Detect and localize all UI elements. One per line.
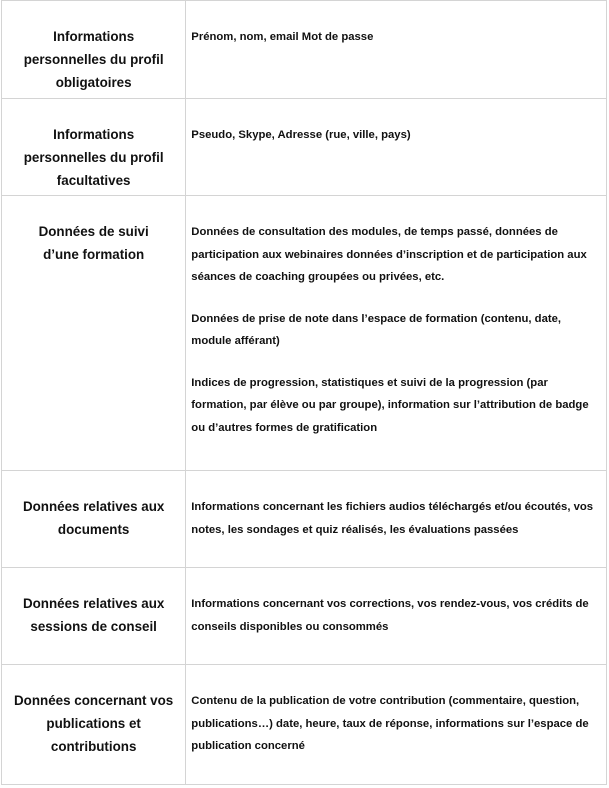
category-label: Informations personnelles du profil obligatoires: [23, 29, 164, 90]
description-text: Contenu de la publication de votre contribution (commentaire, question, publications…) date, heure, taux de réponse, informations sur l’espace de publication concerné: [191, 695, 589, 752]
category-cell: [2, 568, 186, 665]
table-row: [2, 665, 607, 785]
description-cell: [186, 665, 607, 785]
category-label: Informations personnelles du profil facultatives: [23, 127, 164, 188]
table-row: [2, 99, 607, 196]
category-cell: [2, 471, 186, 568]
description-text: Prénom, nom, email Mot de passe: [191, 31, 374, 43]
description-cell: [186, 99, 607, 196]
personal-data-table: [1, 0, 607, 785]
description-cell: [186, 568, 607, 665]
description-cell: [186, 1, 607, 99]
description-text: Informations concernant les fichiers audios téléchargés et/ou écoutés, vos notes, les sondages et quiz réalisés, les évaluations passées: [191, 501, 594, 536]
description-text: Pseudo, Skype, Adresse (rue, ville, pays): [191, 129, 411, 141]
category-cell: [2, 1, 186, 99]
category-cell: [2, 196, 186, 471]
description-cell: [186, 471, 607, 568]
table-row: [2, 1, 607, 99]
table-row: [2, 196, 607, 471]
category-label: Données relatives aux documents: [22, 499, 165, 537]
table-row: [2, 471, 607, 568]
description-text: Informations concernant vos corrections, vos rendez-vous, vos crédits de conseils disponibles ou consommés: [191, 598, 589, 633]
category-label: Données de suivi d’une formation: [38, 224, 149, 262]
category-label: Données relatives aux sessions de conseil: [22, 596, 165, 634]
description-text: Données de prise de note dans l’espace de formation (contenu, date, module afférant): [191, 312, 562, 347]
category-cell: [2, 665, 186, 785]
description-text: Données de consultation des modules, de temps passé, données de participation aux webinaires données d’inscription et de participation aux séances de coaching groupées ou privées, etc.: [191, 226, 587, 283]
table-row: [2, 568, 607, 665]
category-label: Données concernant vos publications et contributions: [14, 693, 174, 754]
description-text: Indices de progression, statistiques et suivi de la progression (par formation, par élève ou par groupe), information sur l’attribution de badge ou d’autres formes de gratification: [191, 376, 589, 434]
category-cell: [2, 99, 186, 196]
description-cell: [186, 196, 607, 471]
